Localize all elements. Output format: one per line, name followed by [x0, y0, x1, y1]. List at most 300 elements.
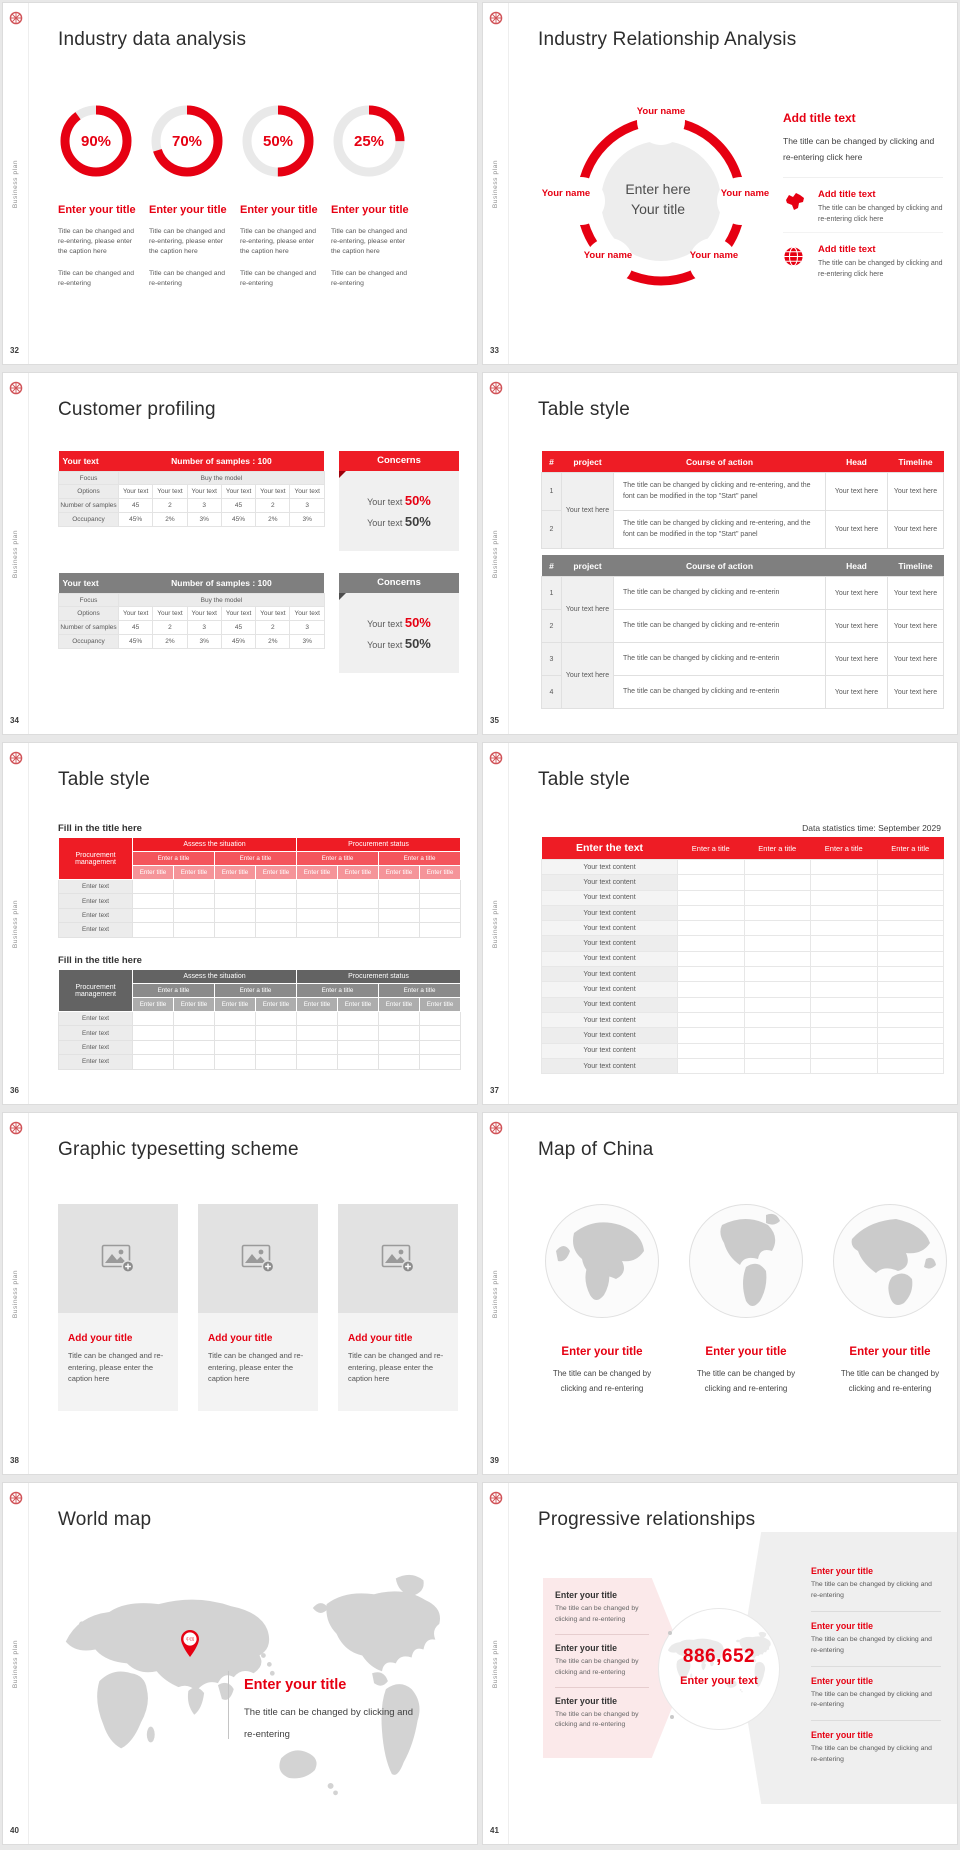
empty-cell	[877, 967, 944, 982]
row-label: Occupancy	[59, 513, 119, 527]
action-table-red	[541, 451, 944, 549]
image-placeholder[interactable]	[198, 1204, 318, 1313]
sample-cell: 3	[187, 621, 221, 635]
donut-value: 25%	[353, 132, 385, 150]
slide-number: 33	[490, 346, 499, 355]
big-number-label: Enter your text	[680, 1675, 758, 1687]
row-number: 1	[542, 473, 562, 511]
donut-chart	[58, 103, 134, 179]
empty-cell	[215, 923, 256, 937]
item-title: Enter your title	[58, 204, 136, 216]
callout-title: Enter your title	[244, 1677, 347, 1693]
empty-cell	[678, 997, 745, 1012]
empty-cell	[338, 908, 379, 922]
vertical-brand-label: Business plan	[492, 159, 499, 208]
empty-cell	[744, 1028, 811, 1043]
decorative-dot	[668, 1631, 672, 1635]
slide-title: Industry Relationship Analysis	[538, 29, 797, 50]
empty-cell	[877, 936, 944, 951]
empty-cell	[133, 1012, 174, 1026]
table-row	[59, 1055, 461, 1069]
table-row	[542, 905, 944, 920]
empty-cell	[678, 890, 745, 905]
brand-logo-icon	[9, 1121, 23, 1135]
panel-item-title: Add title text	[818, 189, 876, 201]
option-cell: Your text	[153, 607, 187, 621]
row-label: Options	[59, 485, 119, 499]
card-title: Add your title	[208, 1333, 273, 1344]
image-placeholder[interactable]	[338, 1204, 458, 1313]
option-cell: Your text	[119, 485, 153, 499]
globe-icon	[688, 1203, 804, 1319]
header-cell: Course of action	[614, 451, 826, 473]
slide-36[interactable]	[2, 742, 478, 1105]
empty-cell	[811, 997, 878, 1012]
item-caption: Title can be changed and re-entering	[58, 269, 135, 287]
table-row	[542, 643, 944, 676]
empty-cell	[256, 1040, 297, 1054]
header-cell: #	[542, 555, 562, 577]
option-cell: Your text	[119, 607, 153, 621]
slide-39[interactable]	[482, 1112, 958, 1475]
timeline-cell: Your text here	[888, 577, 944, 610]
option-cell: Your text	[256, 485, 290, 499]
table-header-row	[542, 837, 944, 860]
table-row	[542, 577, 944, 610]
empty-cell	[338, 1012, 379, 1026]
node-label: Your name	[541, 188, 591, 199]
row-label: Enter text	[59, 1012, 133, 1026]
empty-cell	[338, 923, 379, 937]
concerns-ribbon: Concerns	[339, 451, 459, 471]
empty-cell	[379, 908, 420, 922]
slide-33[interactable]	[482, 2, 958, 365]
add-image-icon	[101, 1244, 135, 1274]
empty-cell	[133, 894, 174, 908]
empty-cell	[811, 860, 878, 875]
empty-cell	[678, 860, 745, 875]
occupancy-cell: 2%	[256, 635, 290, 649]
empty-cell	[744, 951, 811, 966]
empty-cell	[877, 890, 944, 905]
slide-38[interactable]	[2, 1112, 478, 1475]
slide-side-strip	[3, 3, 29, 364]
empty-cell	[678, 936, 745, 951]
vertical-brand-label: Business plan	[12, 1639, 19, 1688]
table-row	[59, 908, 461, 922]
node-label: Your name	[636, 106, 686, 117]
item-caption: Title can be changed and re-entering, please enter the caption here	[331, 228, 408, 256]
row-label: Your text content	[542, 875, 678, 890]
empty-cell	[877, 875, 944, 890]
column-title-cell: Enter title	[379, 998, 420, 1012]
empty-cell	[338, 1055, 379, 1069]
item-title: Enter your title	[555, 1695, 618, 1706]
list-item	[811, 1720, 941, 1775]
empty-cell	[420, 1012, 461, 1026]
slide-37[interactable]	[482, 742, 958, 1105]
header-cell: Your text	[59, 451, 119, 472]
empty-cell	[877, 951, 944, 966]
vertical-brand-label: Business plan	[492, 1269, 499, 1318]
empty-cell	[678, 1058, 745, 1073]
empty-cell	[174, 880, 215, 894]
slide-side-strip	[3, 1483, 29, 1844]
donut-column	[331, 103, 419, 289]
empty-cell	[420, 1040, 461, 1054]
right-item-list	[811, 1557, 941, 1775]
row-label: Your text content	[542, 982, 678, 997]
table-row	[59, 1040, 461, 1054]
sub-title-cell: Enter a title	[215, 852, 297, 866]
empty-cell	[338, 1040, 379, 1054]
table-row	[542, 860, 944, 875]
table-row	[542, 890, 944, 905]
slide-title: Table style	[58, 769, 150, 790]
row-label: Your text content	[542, 1058, 678, 1073]
empty-cell	[338, 894, 379, 908]
sub-title-cell: Enter a title	[215, 984, 297, 998]
empty-cell	[877, 921, 944, 936]
globe-icon	[783, 244, 809, 280]
panel-item-body: The title can be changed by clicking and re-entering click here	[818, 205, 943, 224]
empty-cell	[678, 905, 745, 920]
leader-line	[228, 1671, 229, 1739]
table-header-row	[59, 573, 325, 594]
header-cell: Number of samples : 100	[119, 451, 325, 472]
focus-value: Buy the model	[119, 594, 325, 607]
slide-number: 32	[10, 346, 19, 355]
card-title: Add your title	[68, 1333, 133, 1344]
donut-value: 90%	[80, 132, 112, 150]
row-label: Focus	[59, 472, 119, 485]
left-item-list	[555, 1582, 649, 1739]
column-title-cell: Enter title	[379, 866, 420, 880]
item-caption: The title can be changed by clicking and re-entering	[555, 1657, 639, 1676]
empty-cell	[811, 936, 878, 951]
donut-chart	[240, 103, 316, 179]
course-cell: The title can be changed by clicking and re-enterin	[614, 610, 826, 643]
concerns-body	[339, 471, 459, 551]
table-row	[542, 875, 944, 890]
empty-cell	[877, 1028, 944, 1043]
vertical-brand-label: Business plan	[12, 529, 19, 578]
slide-32[interactable]	[2, 2, 478, 365]
option-cell: Your text	[221, 485, 255, 499]
slide-title: Table style	[538, 769, 630, 790]
slide-35[interactable]	[482, 372, 958, 735]
empty-cell	[678, 875, 745, 890]
empty-cell	[877, 860, 944, 875]
matrix-table-red	[58, 837, 461, 938]
donut-chart	[149, 103, 225, 179]
row-label: Your text content	[542, 951, 678, 966]
row-label: Number of samples	[59, 621, 119, 635]
panel-heading: Add title text	[783, 111, 856, 125]
empty-cell	[297, 1026, 338, 1040]
empty-cell	[744, 860, 811, 875]
row-number: 2	[542, 511, 562, 549]
donut-value: 50%	[262, 132, 294, 150]
slide-number: 38	[10, 1456, 19, 1465]
empty-cell	[744, 905, 811, 920]
item-title: Enter your title	[705, 1346, 787, 1358]
slide-side-strip	[483, 3, 509, 364]
image-card	[58, 1204, 178, 1411]
empty-cell	[877, 997, 944, 1012]
empty-cell	[811, 905, 878, 920]
empty-cell	[256, 923, 297, 937]
slide-number: 39	[490, 1456, 499, 1465]
empty-cell	[297, 880, 338, 894]
table-row	[59, 1026, 461, 1040]
slide-side-strip	[3, 373, 29, 734]
list-item	[811, 1666, 941, 1721]
empty-cell	[256, 880, 297, 894]
statistics-note: Data statistics time: September 2029	[802, 823, 941, 833]
item-title: Enter your title	[811, 1730, 874, 1741]
vertical-brand-label: Business plan	[492, 529, 499, 578]
option-cell: Your text	[187, 607, 221, 621]
slide-side-strip	[483, 1113, 509, 1474]
column-title-cell: Enter title	[256, 866, 297, 880]
slide-title: Table style	[538, 399, 630, 420]
occupancy-cell: 3%	[290, 635, 324, 649]
empty-cell	[297, 1012, 338, 1026]
empty-cell	[256, 1012, 297, 1026]
empty-cell	[877, 1058, 944, 1073]
sub-title-cell: Enter a title	[379, 984, 461, 998]
table-header-row	[59, 451, 325, 472]
empty-cell	[256, 1026, 297, 1040]
empty-cell	[297, 1040, 338, 1054]
empty-cell	[133, 880, 174, 894]
empty-cell	[297, 908, 338, 922]
row-label: Focus	[59, 594, 119, 607]
table-row	[542, 1012, 944, 1027]
vertical-brand-label: Business plan	[492, 899, 499, 948]
column-header-cell: Enter a title	[744, 837, 811, 860]
empty-cell	[811, 967, 878, 982]
header-cell: project	[562, 555, 614, 577]
item-caption: The title can be changed by clicking and re-entering	[555, 1710, 639, 1729]
slide-34[interactable]	[2, 372, 478, 735]
panel-body: The title can be changed by clicking and re-entering click here	[783, 133, 943, 178]
globe-icon	[544, 1203, 660, 1319]
empty-cell	[744, 921, 811, 936]
table-row	[542, 982, 944, 997]
empty-cell	[297, 894, 338, 908]
item-title: Enter your title	[331, 204, 409, 216]
header-cell: Number of samples : 100	[119, 573, 325, 594]
head-cell: Your text here	[826, 643, 888, 676]
head-cell: Your text here	[826, 610, 888, 643]
group-cell: Assess the situation	[133, 970, 297, 984]
slide-title: Map of China	[538, 1139, 654, 1160]
empty-cell	[133, 1040, 174, 1054]
list-item	[811, 1557, 941, 1611]
vertical-brand-label: Business plan	[12, 1269, 19, 1318]
sub-title-cell: Enter a title	[379, 852, 461, 866]
slide-side-strip	[483, 743, 509, 1104]
slide-title: Graphic typesetting scheme	[58, 1139, 299, 1160]
table-row	[542, 967, 944, 982]
empty-cell	[744, 967, 811, 982]
empty-cell	[811, 951, 878, 966]
empty-cell	[256, 894, 297, 908]
slide-number: 40	[10, 1826, 19, 1835]
row-label: Enter text	[59, 923, 133, 937]
big-number: 886,652	[682, 1646, 756, 1667]
side-panel	[783, 111, 943, 286]
globe-column	[685, 1203, 807, 1396]
item-caption: The title can be changed by clicking and re-entering	[555, 1605, 639, 1623]
image-card	[338, 1204, 458, 1411]
empty-cell	[744, 997, 811, 1012]
empty-cell	[877, 1012, 944, 1027]
empty-cell	[174, 908, 215, 922]
item-title: Enter your title	[849, 1346, 931, 1358]
item-caption: Title can be changed and re-entering, please enter the caption here	[240, 228, 317, 256]
row-label: Number of samples	[59, 499, 119, 513]
empty-cell	[174, 923, 215, 937]
empty-cell	[420, 908, 461, 922]
row-label: Your text content	[542, 890, 678, 905]
empty-cell	[215, 908, 256, 922]
card-caption: Title can be changed and re-entering, please enter the caption here	[68, 1351, 164, 1384]
vertical-brand-label: Business plan	[12, 159, 19, 208]
item-title: Enter your title	[811, 1620, 874, 1631]
empty-cell	[678, 951, 745, 966]
sample-cell: 45	[119, 499, 153, 513]
occupancy-cell: 3%	[187, 635, 221, 649]
node-label: Your name	[583, 250, 633, 261]
panel-item	[783, 178, 943, 231]
timeline-cell: Your text here	[888, 473, 944, 511]
timeline-cell: Your text here	[888, 643, 944, 676]
occupancy-cell: 45%	[221, 513, 255, 527]
table-row	[542, 921, 944, 936]
slide-side-strip	[3, 743, 29, 1104]
brand-logo-icon	[489, 11, 503, 25]
main-header-cell: Enter the text	[542, 837, 678, 860]
brand-logo-icon	[489, 1491, 503, 1505]
item-caption: Title can be changed and re-entering, please enter the caption here	[58, 228, 135, 256]
empty-cell	[420, 1055, 461, 1069]
concerns-line: Your text 50%	[367, 636, 431, 651]
option-cell: Your text	[153, 485, 187, 499]
occupancy-cell: 45%	[221, 635, 255, 649]
timeline-cell: Your text here	[888, 511, 944, 549]
group-header-row	[59, 970, 461, 984]
action-table-gray	[541, 555, 944, 709]
column-title-cell: Enter title	[338, 998, 379, 1012]
donut-column	[149, 103, 237, 289]
row-label: Your text content	[542, 1043, 678, 1058]
column-title-cell: Enter title	[338, 866, 379, 880]
sample-cell: 45	[221, 621, 255, 635]
column-title-cell: Enter title	[215, 998, 256, 1012]
options-row	[59, 607, 325, 621]
samples-row	[59, 499, 325, 513]
decorative-dot	[670, 1715, 674, 1719]
donut-column	[58, 103, 146, 289]
empty-cell	[744, 1043, 811, 1058]
section-heading: Fill in the title here	[58, 823, 142, 834]
empty-cell	[174, 1055, 215, 1069]
slide-40[interactable]	[2, 1482, 478, 1845]
empty-cell	[133, 908, 174, 922]
table-row	[542, 473, 944, 511]
empty-cell	[678, 1028, 745, 1043]
slide-number: 37	[490, 1086, 499, 1095]
head-cell: Your text here	[826, 473, 888, 511]
item-title: Enter your title	[149, 204, 227, 216]
option-cell: Your text	[187, 485, 221, 499]
slide-41[interactable]	[482, 1482, 958, 1845]
brand-logo-icon	[489, 381, 503, 395]
row-label: Your text content	[542, 936, 678, 951]
donut-value: 70%	[171, 132, 203, 150]
list-item	[555, 1582, 649, 1634]
concerns-line: Your text 50%	[367, 615, 431, 630]
empty-cell	[215, 880, 256, 894]
row-label: Enter text	[59, 1055, 133, 1069]
empty-cell	[744, 890, 811, 905]
occupancy-cell: 3%	[290, 513, 324, 527]
option-cell: Your text	[221, 607, 255, 621]
column-title-cell: Enter title	[297, 866, 338, 880]
sample-cell: 3	[290, 499, 324, 513]
slide-title: Progressive relationships	[538, 1509, 756, 1530]
empty-cell	[256, 1055, 297, 1069]
row-label: Your text content	[542, 860, 678, 875]
item-title: Enter your title	[811, 1675, 874, 1686]
header-cell: Course of action	[614, 555, 826, 577]
slide-number: 34	[10, 716, 19, 725]
item-caption: Title can be changed and re-entering	[240, 269, 317, 287]
project-cell: Your text here	[562, 643, 614, 709]
column-title-cell: Enter title	[420, 866, 461, 880]
empty-cell	[215, 1055, 256, 1069]
item-title: Enter your title	[555, 1590, 618, 1600]
options-row	[59, 485, 325, 499]
row-label: Options	[59, 607, 119, 621]
sample-cell: 3	[187, 499, 221, 513]
empty-cell	[174, 894, 215, 908]
samples-table-red	[58, 451, 325, 527]
map-callout	[244, 1677, 414, 1746]
item-title: Enter your title	[811, 1566, 874, 1576]
data-table	[541, 837, 944, 1074]
concerns-box-gray	[339, 573, 459, 673]
option-cell: Your text	[290, 607, 324, 621]
pin-label: 中国	[185, 1636, 195, 1642]
item-caption: Title can be changed and re-entering	[331, 269, 408, 287]
empty-cell	[744, 1012, 811, 1027]
sub-title-cell: Enter a title	[133, 852, 215, 866]
china-map-icon	[783, 189, 809, 225]
occupancy-cell: 45%	[119, 635, 153, 649]
occupancy-cell: 2%	[153, 635, 187, 649]
empty-cell	[174, 1026, 215, 1040]
concerns-body	[339, 593, 459, 673]
group-cell: Procurement status	[297, 970, 461, 984]
image-placeholder[interactable]	[58, 1204, 178, 1313]
list-item	[555, 1634, 649, 1687]
table-row	[59, 894, 461, 908]
course-cell: The title can be changed by clicking and re-enterin	[614, 577, 826, 610]
